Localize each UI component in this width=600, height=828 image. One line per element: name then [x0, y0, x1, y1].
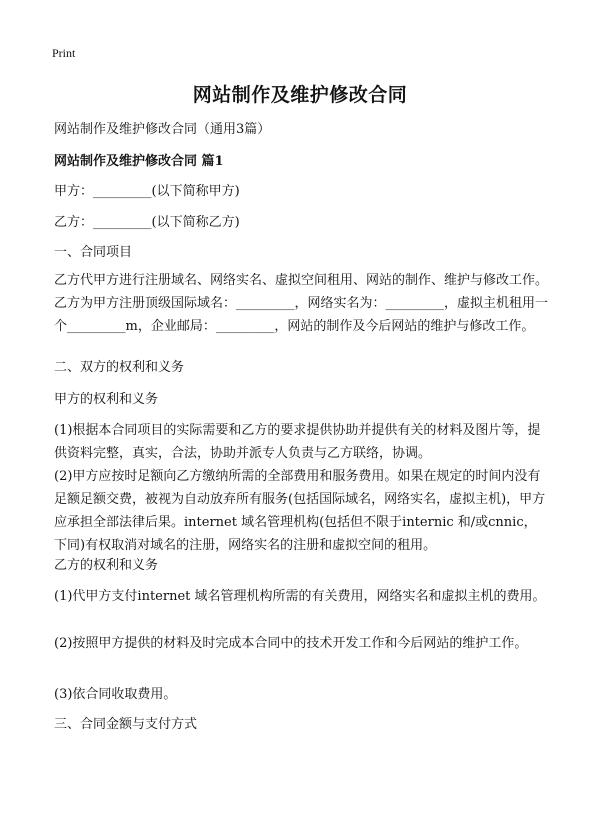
section-2-heading: 二、双方的权利和义务: [54, 360, 185, 375]
print-label: Print: [52, 46, 76, 60]
section-1-heading: 一、合同项目: [54, 245, 133, 260]
party-a-line: 甲方：_________(以下简称甲方): [54, 184, 240, 199]
party-b-item-1: (1)代甲方支付internet 域名管理机构所需的有关费用，网络实名和虚拟主机的费用。: [54, 589, 546, 604]
party-a-item-2: (2)甲方应按时足额向乙方缴纳所需的全部费用和服务费用。如果在规定的时间内没有足额足额交费，被视为自动放弃所有服务(包括国际域名，网络实名，虚拟主机)，甲方应承担全部法律后果。internet 域名管理机构(包括但不限于internic 和/或cnnic，下同)有权取消对域名的注册，网络实名的注册和虚拟空间的租用。: [54, 469, 546, 553]
document-subtitle: 网站制作及维护修改合同（通用3篇）: [54, 122, 271, 137]
document-title: 网站制作及维护修改合同: [192, 84, 408, 106]
party-a-rights-heading: 甲方的权利和义务: [54, 392, 159, 407]
party-b-line: 乙方：_________(以下简称乙方): [54, 215, 240, 230]
party-b-item-2: (2)按照甲方提供的材料及时完成本合同中的技术开发工作和今后网站的维护工作。: [54, 636, 528, 651]
section-3-heading: 三、合同金额与支付方式: [54, 717, 198, 732]
section-1-paragraph: 乙方代甲方进行注册域名、网络实名、虚拟空间租用、网站的制作、维护与修改工作。乙方为甲方注册顶级国际域名：_________，网络实名为：_________，虚拟主机租用一个_________m，企业邮局：_________，网站的制作及今后网站的维护与修改工作。: [54, 273, 549, 334]
section-heading: 网站制作及维护修改合同 篇1: [54, 154, 224, 169]
party-a-item-1: (1)根据本合同项目的实际需要和乙方的要求提供协助并提供有关的材料及图片等，提供资料完整，真实，合法，协助并派专人负责与乙方联络，协调。: [54, 423, 541, 461]
party-b-rights-heading: 乙方的权利和义务: [54, 558, 159, 573]
party-b-item-3: (3)依合同收取费用。: [54, 687, 177, 702]
